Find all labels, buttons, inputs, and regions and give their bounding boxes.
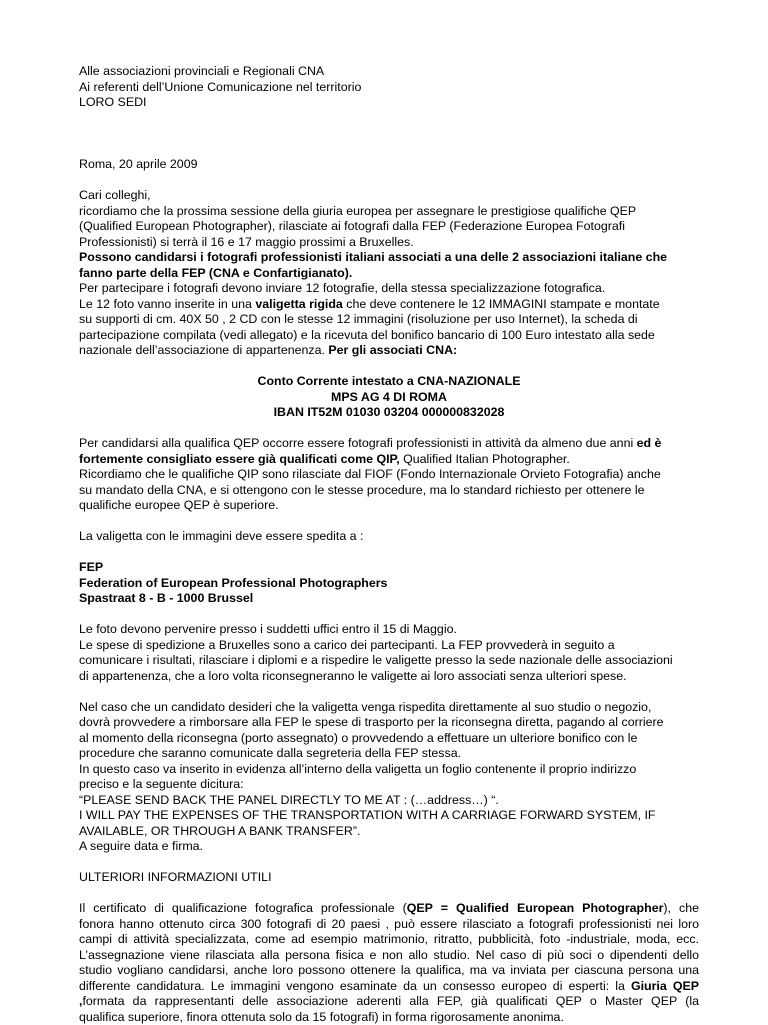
letter-date: Roma, 20 aprile 2009 [79,157,699,173]
text-line [79,436,699,452]
text-line: qualifica superiore, finora ottenuta solo da 15 fotografi) in forma rigorosamente anonima. [79,1010,699,1025]
text-line: Per partecipare i fotografi devono inviare 12 fotografie, della stessa specializzazione fotografica. [79,281,699,297]
text-line: L’assegnazione viene rilasciata alla persona fisica e non allo studio. Nel caso di più soci o dipendenti dello [79,948,699,964]
text-line [79,901,699,917]
intro-paragraph [79,204,699,282]
text-line: Professionisti) si terrà il 16 e 17 maggio prossimi a Bruxelles. [79,235,699,251]
qualification-paragraph [79,436,699,514]
eligibility-bold-line: Possono candidarsi i fotografi professionisti italiani associati a una delle 2 associazioni italiane che [79,250,699,266]
qep-definition-emphasis: QEP = Qualified European Photographer [407,901,664,915]
section-title: ULTERIORI INFORMAZIONI UTILI [79,870,699,886]
bank-account-holder: Conto Corrente intestato a CNA-NAZIONALE [79,374,699,390]
address-line: Spastraat 8 - B - 1000 Brussel [79,591,699,607]
text-line: Le spese di spedizione a Bruxelles sono a carico dei partecipanti. La FEP provvederà in seguito a [79,638,699,654]
comma-emphasis: , [79,994,82,1008]
text-line: di appartenenza, che a loro volta riconsegneranno le valigette ai loro associati senza ulteriori spese. [79,669,699,685]
text-line [79,297,699,313]
bank-iban: IBAN IT52M 01030 03204 000000832028 [79,405,699,421]
jury-emphasis: Giuria QEP [631,979,699,993]
text-line [79,979,699,995]
text-line: (Qualified European Photographer), rilasciate ai fotografi dalla FEP (Federazione Europea Fotografi [79,219,699,235]
recipient-line: Alle associazioni provinciali e Regionali CNA [79,64,699,80]
text-line: preciso e la seguente dicitura: [79,777,699,793]
recipient-line: LORO SEDI [79,95,699,111]
text-line: studio vogliano candidarsi, anche loro possono ottenere la qualifica, ma va inviata per ciascuna persona una [79,963,699,979]
text-line [79,452,699,468]
text-span: Per candidarsi alla qualifica QEP occorre essere fotografi professionisti in attività da almeno due anni [79,436,637,450]
bank-branch: MPS AG 4 DI ROMA [79,390,699,406]
text-line: su supporti di cm. 40X 50 , 2 CD con le stesse 12 immagini (risoluzione per uso Internet), la scheda di [79,312,699,328]
recipient-line: Ai referenti dell’Unione Comunicazione nel territorio [79,80,699,96]
cna-members-emphasis: Per gli associati CNA: [328,343,457,357]
text-span: Le 12 foto vanno inserite in una [79,297,255,311]
text-line: partecipazione compilata (vedi allegato) e la ricevuta del bonifico bancario di 100 Euro intestato alla sede [79,328,699,344]
recipients-block [79,64,699,111]
text-line: Nel caso che un candidato desideri che la valigetta venga rispedita direttamente al suo studio o negozio, [79,700,699,716]
text-line: Ricordiamo che le qualifiche QIP sono rilasciate dal FIOF (Fondo Internazionale Orvieto Fotografia) anche [79,467,699,483]
text-line: fonora hanno ottenuto circa 300 fotografi di 20 paesi , può essere rilasciato a fotografi professionisti nei loro [79,917,699,933]
text-line: A seguire data e firma. [79,839,699,855]
text-line: Le foto devono pervenire presso i suddetti uffici entro il 15 di Maggio. [79,622,699,638]
greeting: Cari colleghi, [79,188,699,204]
text-line: procedure che saranno comunicate dalla segreteria della FEP stessa. [79,746,699,762]
text-line: campi di attività specializzata, come ad esempio matrimonio, ritratto, pubblicità, foto -industriale, moda, ecc. [79,932,699,948]
text-span: formata da rappresentanti delle associazione aderenti alla FEP, già qualificati QEP o Master QEP (la [82,994,699,1008]
text-span: ), che [663,901,699,915]
text-line: su mandato della CNA, e si ottengono con le stesse procedure, ma lo standard richiesto per ottenere le [79,483,699,499]
text-span: che deve contenere le 12 IMMAGINI stampate e montate [343,297,660,311]
text-line [79,994,699,1010]
text-line: dovrà provvedere a rimborsare alla FEP le spese di trasporto per la riconsegna diretta, pagando al corriere [79,715,699,731]
text-emphasis: ed è [637,436,662,450]
text-line: qualifiche europee QEP è superiore. [79,498,699,514]
return-shipping-paragraph [79,700,699,855]
text-span: Qualified Italian Photographer. [400,452,570,466]
text-line: al momento della riconsegna (porto assegnato) o provvedendo a effettuare un ulteriore bonifico con le [79,731,699,747]
text-span: Il certificato di qualificazione fotografica professionale ( [79,901,407,915]
quoted-instruction-line: AVAILABLE, OR THROUGH A BANK TRANSFER”. [79,824,699,840]
text-line: In questo caso va inserito in evidenza all’interno della valigetta un foglio contenente il proprio indirizzo [79,762,699,778]
rigid-case-emphasis: valigetta rigida [255,297,342,311]
shipping-address [79,560,699,607]
qip-emphasis: fortemente consigliato essere già qualificati come QIP, [79,452,400,466]
text-span: nazionale dell’associazione di appartenenza. [79,343,328,357]
text-span: differente candidatura. Le immagini vengono esaminate da un consesso europeo di esperti: la [79,979,631,993]
text-line: comunicare i risultati, rilasciare i diplomi e a rispedire le valigette presso la sede nazionale delle associazioni [79,653,699,669]
shipping-intro: La valigetta con le immagini deve essere spedita a : [79,529,699,545]
text-line [79,343,699,359]
address-line: Federation of European Professional Photographers [79,576,699,592]
address-line: FEP [79,560,699,576]
bank-details [79,374,699,421]
quoted-instruction-line: “PLEASE SEND BACK THE PANEL DIRECTLY TO ME AT : (…address…) “. [79,793,699,809]
text-line: ricordiamo che la prossima sessione della giuria europea per assegnare le prestigiose qualifiche QEP [79,204,699,220]
eligibility-bold-line: fanno parte della FEP (CNA e Confartigianato). [79,266,699,282]
info-paragraph [79,901,699,1025]
deadline-paragraph [79,622,699,684]
letter-page [79,64,699,1025]
requirements-paragraph [79,281,699,359]
quoted-instruction-line: I WILL PAY THE EXPENSES OF THE TRANSPORTATION WITH A CARRIAGE FORWARD SYSTEM, IF [79,808,699,824]
